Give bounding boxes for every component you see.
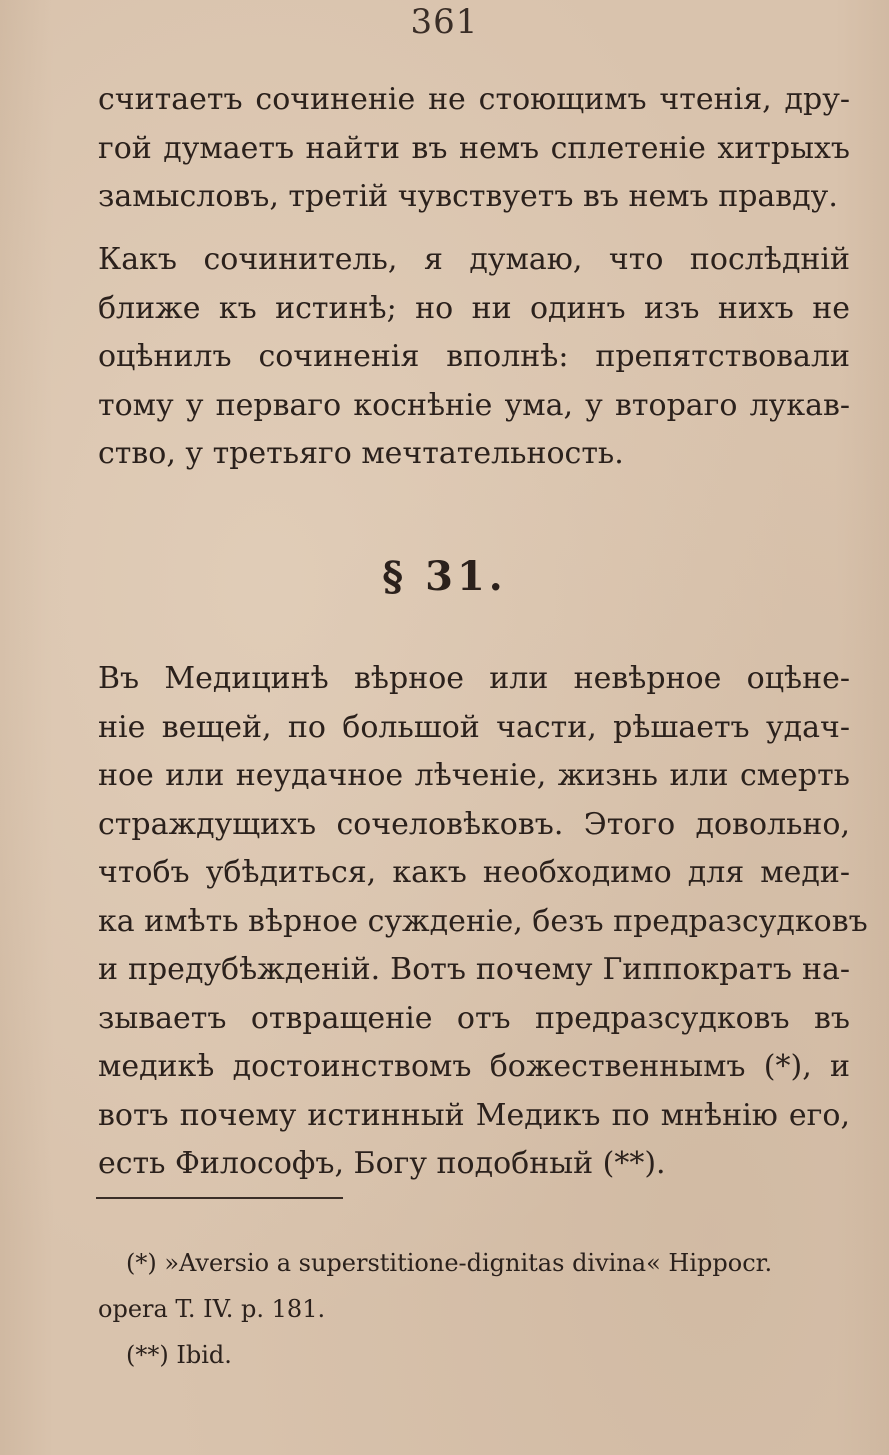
footnote-2: (**) Ibid. xyxy=(126,1341,232,1369)
text-line: гой думаетъ найти въ немъ сплетеніе хитрыхъ xyxy=(98,130,850,166)
footnotes xyxy=(98,1240,850,1378)
text-line: считаетъ сочиненіе не стоющимъ чтенія, дру- xyxy=(98,82,850,117)
text-line: Въ Медицинѣ вѣрное или невѣрное оцѣне- xyxy=(98,661,850,696)
text-line: ство, у третьяго мечтательность. xyxy=(98,436,624,471)
text-line: оцѣнилъ сочиненія вполнѣ: препятствовали xyxy=(98,339,850,374)
text-line: зываетъ отвращеніе отъ предразсудковъ въ xyxy=(98,1000,850,1036)
section-paragraph xyxy=(98,655,868,1189)
text-line: чтобъ убѣдиться, какъ необходимо для меди- xyxy=(98,855,850,890)
text-line: и предубѣжденій. Вотъ почему Гиппократъ на- xyxy=(98,952,850,987)
paragraph-1 xyxy=(98,76,850,222)
text-line: ближе къ истинѣ; но ни одинъ изъ нихъ не xyxy=(98,290,850,326)
footnote-1-line-2: opera T. IV. p. 181. xyxy=(98,1295,326,1323)
text-line: ніе вещей, по большой части, рѣшаетъ удач- xyxy=(98,709,850,745)
text-line: тому у перваго коснѣніе ума, у втораго лукав- xyxy=(98,387,850,423)
footnote-1-line-1: (*) »Aversio a superstitione-dignitas divina« Hippocr. xyxy=(126,1249,773,1277)
text-line: ное или неудачное лѣченіе, жизнь или смерть xyxy=(98,758,850,793)
text-line: страждущихъ сочеловѣковъ. Этого довольно, xyxy=(98,806,850,842)
footnote-divider xyxy=(96,1197,343,1199)
paragraph-2 xyxy=(98,236,850,479)
text-line: вотъ почему истинный Медикъ по мнѣнію его, xyxy=(98,1097,850,1133)
section-heading: § 31. xyxy=(382,553,507,600)
text-line: ка имѣть вѣрное сужденіе, безъ предразсудковъ xyxy=(98,903,868,939)
text-line: медикѣ достоинствомъ божественнымъ (*), и xyxy=(98,1049,850,1084)
page-number: 361 xyxy=(410,2,479,42)
text-line: есть Философъ, Богу подобный (**). xyxy=(98,1146,666,1181)
text-line: Какъ сочинитель, я думаю, что послѣдній xyxy=(98,242,850,277)
text-line: замысловъ, третій чувствуетъ въ немъ правду. xyxy=(98,179,838,214)
